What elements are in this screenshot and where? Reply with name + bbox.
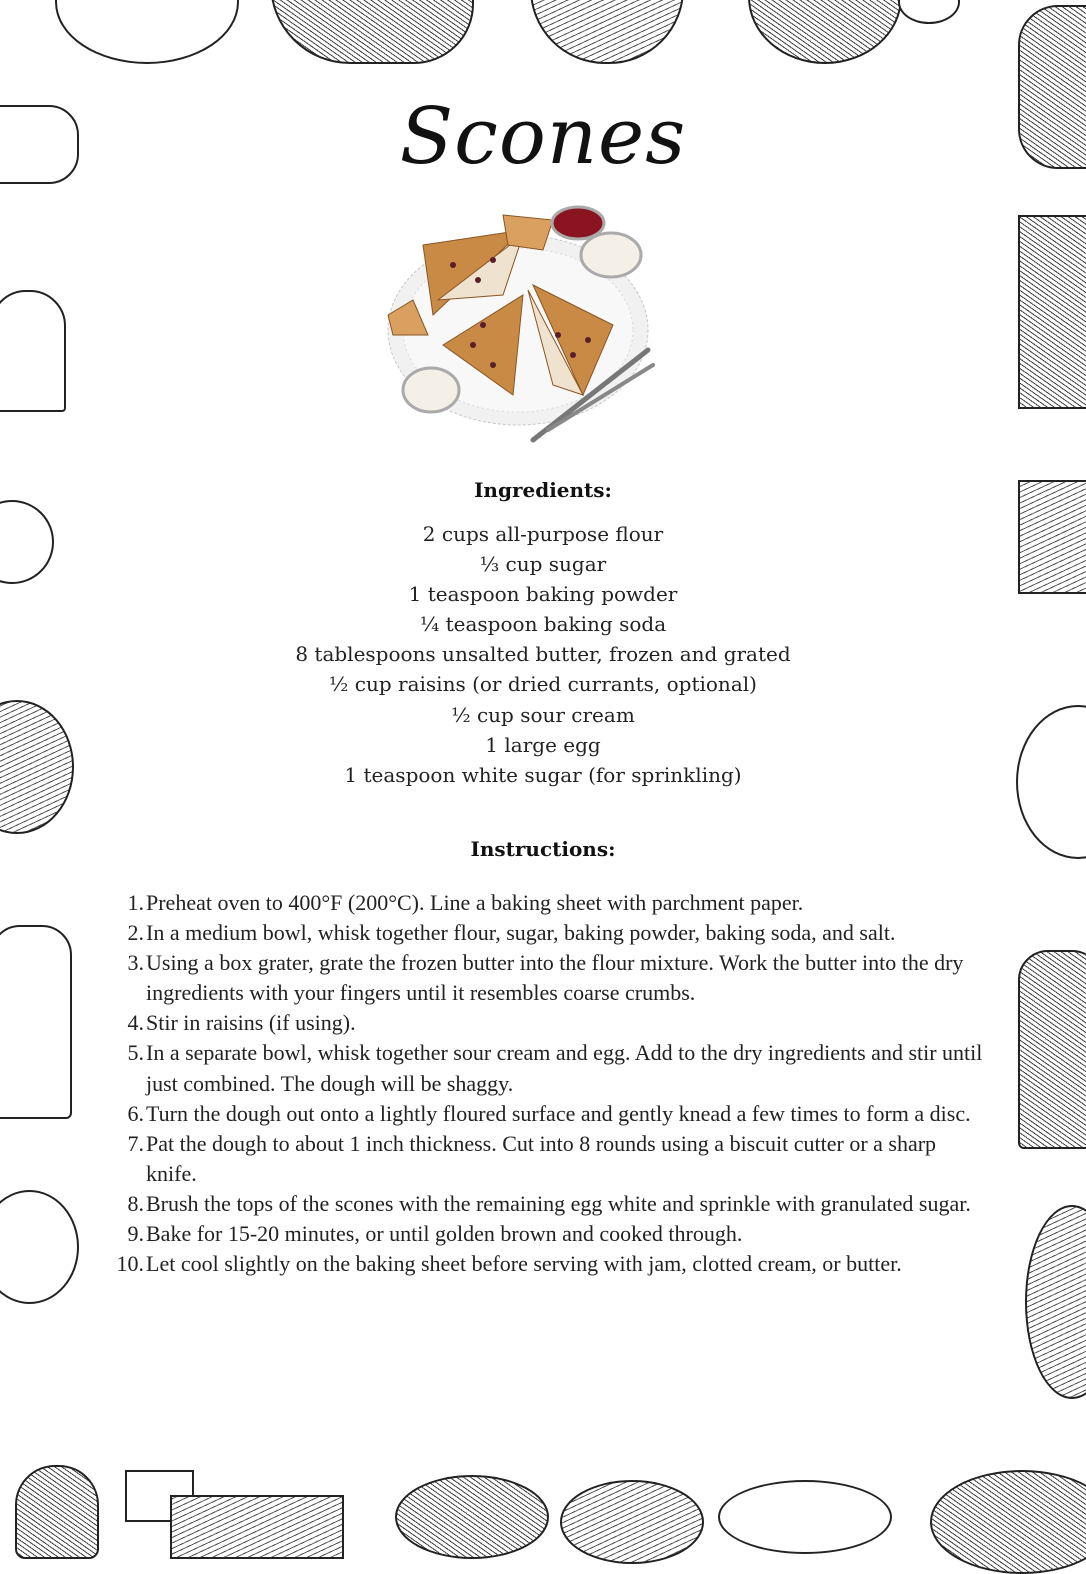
bread-basket-sketch-icon — [395, 1475, 549, 1559]
step-text: Pat the dough to about 1 inch thickness. Cut into 8 rounds using a biscuit cutter or a sharp knife. — [146, 1130, 937, 1186]
cabbage-sketch-icon — [270, 0, 474, 64]
instruction-step — [127, 948, 986, 1008]
ingredient-item: ⅓ cup sugar — [479, 552, 607, 577]
cupcake-sketch-icon — [0, 290, 66, 412]
instruction-step — [127, 1099, 986, 1129]
step-text: Let cool slightly on the baking sheet before serving with jam, clotted cream, or butter. — [146, 1251, 902, 1277]
instruction-step — [127, 888, 986, 918]
ingredient-item: ½ cup raisins (or dried currants, optional) — [329, 672, 757, 697]
sandwich-sketch-icon — [170, 1495, 344, 1559]
salad-bowl-sketch-icon — [560, 1480, 704, 1564]
recipe-title: Scones — [399, 92, 687, 182]
spring-rolls-sketch-icon — [1018, 215, 1086, 409]
step-text: Bake for 15-20 minutes, or until golden brown and cooked through. — [146, 1221, 743, 1247]
pie-slice-sketch-icon — [530, 0, 684, 64]
step-number: 9. — [127, 1221, 144, 1247]
jar-sketch-icon — [1018, 950, 1086, 1149]
step-number: 2. — [127, 920, 144, 946]
step-number: 10. — [116, 1251, 144, 1277]
instruction-step — [127, 1219, 986, 1249]
ingredients-list — [0, 519, 1086, 790]
scones-illustration — [383, 205, 658, 445]
scones-image — [383, 205, 658, 445]
ingredients-heading: Ingredients: — [474, 478, 612, 502]
step-number: 7. — [127, 1130, 144, 1156]
ingredient-item: ¼ teaspoon baking soda — [419, 612, 667, 637]
instruction-step — [127, 1189, 986, 1219]
platter-sketch-icon — [930, 1470, 1086, 1574]
jars-sketch-icon — [0, 1190, 79, 1304]
bowl-sketch-icon — [748, 0, 902, 64]
ingredient-item: 1 large egg — [485, 732, 601, 757]
step-number: 3. — [127, 950, 144, 976]
instructions-heading: Instructions: — [470, 837, 616, 861]
dumplings-sketch-icon — [718, 1480, 892, 1554]
step-text: Preheat oven to 400°F (200°C). Line a baking sheet with parchment paper. — [146, 890, 804, 915]
step-number: 1. — [127, 890, 144, 915]
small-bowl-sketch-icon — [898, 0, 960, 24]
instruction-step — [116, 1249, 986, 1279]
step-text: Using a box grater, grate the frozen butter into the flour mixture. Work the butter into the dry ingredients with your fingers until it resembles coarse crumbs. — [146, 950, 964, 1006]
ingredient-item: 2 cups all-purpose flour — [422, 522, 664, 546]
step-text: In a separate bowl, whisk together sour cream and egg. Add to the dry ingredients and stir until just combined. The dough will be shaggy. — [146, 1040, 983, 1096]
step-number: 4. — [127, 1010, 144, 1036]
step-number: 6. — [127, 1100, 144, 1126]
step-number: 5. — [127, 1040, 144, 1066]
instructions-list — [116, 888, 986, 1279]
step-text: Brush the tops of the scones with the remaining egg white and sprinkle with granulated sugar. — [146, 1190, 971, 1216]
ingredient-item: 1 teaspoon white sugar (for sprinkling) — [344, 762, 742, 787]
instruction-step — [127, 918, 986, 948]
pastry-sketch-icon — [1025, 1205, 1086, 1399]
ingredient-item: ½ cup sour cream — [451, 702, 635, 727]
ingredient-item: 1 teaspoon baking powder — [408, 582, 678, 607]
instruction-step — [127, 1008, 986, 1038]
step-number: 8. — [127, 1190, 144, 1216]
step-text: In a medium bowl, whisk together flour, sugar, baking powder, baking soda, and salt. — [146, 920, 896, 946]
step-text: Stir in raisins (if using). — [146, 1010, 356, 1036]
ingredient-item: 8 tablespoons unsalted butter, frozen and grated — [295, 642, 791, 667]
instruction-step — [127, 1129, 986, 1189]
strawberry-sketch-icon — [15, 1465, 99, 1559]
step-text: Turn the dough out onto a lightly floured surface and gently knead a few times to form a disc. — [146, 1100, 971, 1126]
plate-sketch-icon — [55, 0, 239, 64]
wrap-sketch-icon — [0, 925, 72, 1119]
instruction-step — [127, 1038, 986, 1098]
